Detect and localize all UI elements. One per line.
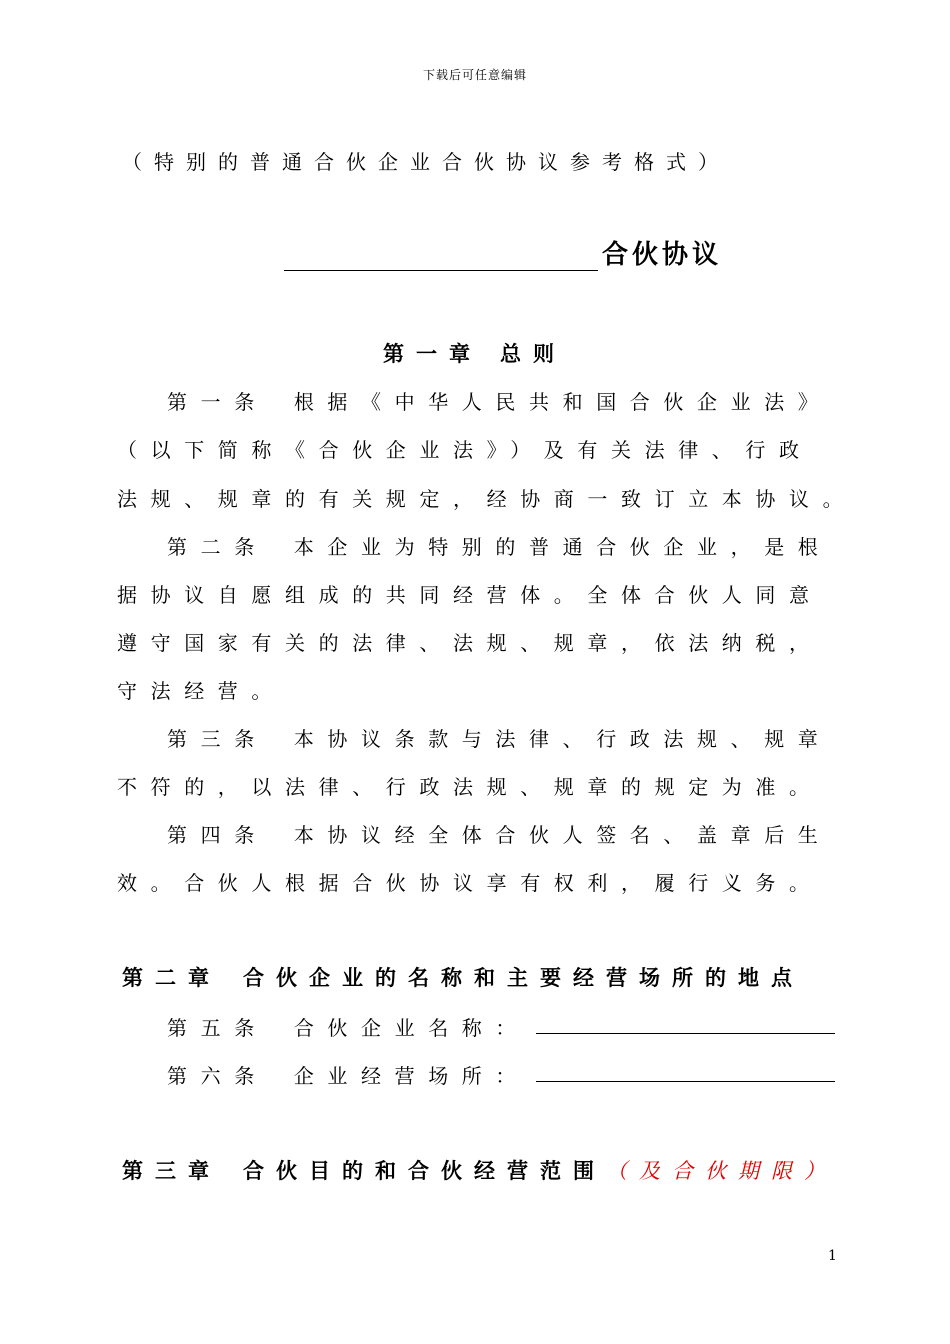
title-blank-line xyxy=(284,240,598,271)
article-2-line-3: 遵守国家有关的法律、法规、规章，依法纳税， xyxy=(117,631,823,655)
chapter3-number: 第三章 xyxy=(122,1159,221,1183)
article-6-label: 企业经营场所： xyxy=(293,1064,530,1088)
article-6-number: 第六条 xyxy=(167,1064,268,1088)
article-3-line xyxy=(167,723,831,752)
article-5-label: 合伙企业名称： xyxy=(293,1016,530,1040)
article-2-text: 本企业为特别的普通合伙企业，是根 xyxy=(293,535,832,559)
article-6-row xyxy=(167,1060,529,1089)
article-3-text: 本协议条款与法律、行政法规、规章 xyxy=(293,727,832,751)
article-1-line-3: 法规、规章的有关规定，经协商一致订立本协议。 xyxy=(117,487,857,511)
article-1-text: 根据《中华人民共和国合伙企业法》 xyxy=(293,390,832,414)
article-1-line-2: （以下简称《合伙企业法》）及有关法律、行政 xyxy=(117,438,813,462)
chapter3-term-note: （及合伙期限） xyxy=(606,1159,837,1183)
article-4-text: 本协议经全体合伙人签名、盖章后生 xyxy=(293,823,832,847)
chapter3-title: 合伙目的和合伙经营范围 xyxy=(243,1159,606,1183)
business-premises-field[interactable] xyxy=(536,1081,835,1082)
article-5-row xyxy=(167,1012,529,1041)
article-4-line xyxy=(167,819,831,848)
chapter3-heading xyxy=(122,1155,837,1185)
chapter2-title: 合伙企业的名称和主要经营场所的地点 xyxy=(243,966,804,990)
reference-format-note: （特别的普通合伙企业合伙协议参考格式） xyxy=(122,150,730,174)
article-1-number: 第一条 xyxy=(167,390,268,414)
document-title: 合伙协议 xyxy=(602,240,723,270)
article-2-line-4: 守法经营。 xyxy=(117,679,285,703)
page-number: 1 xyxy=(828,1248,837,1264)
article-1-line xyxy=(167,386,831,415)
article-3-number: 第三条 xyxy=(167,727,268,751)
article-4-number: 第四条 xyxy=(167,823,268,847)
article-4-line-2: 效。合伙人根据合伙协议享有权利，履行义务。 xyxy=(117,871,823,895)
chapter1-title: 总则 xyxy=(500,342,566,366)
article-3-line-2: 不符的，以法律、行政法规、规章的规定为准。 xyxy=(117,775,823,799)
article-2-line-2: 据协议自愿组成的共同经营体。全体合伙人同意 xyxy=(117,583,823,607)
chapter1-number: 第一章 xyxy=(383,342,482,366)
document-title-row xyxy=(284,234,722,271)
article-5-number: 第五条 xyxy=(167,1016,268,1040)
article-2-number: 第二条 xyxy=(167,535,268,559)
chapter2-heading xyxy=(122,962,804,992)
article-2-line xyxy=(167,531,831,560)
chapter1-heading xyxy=(383,338,566,368)
page-header-note: 下载后可任意编辑 xyxy=(422,68,527,82)
enterprise-name-field[interactable] xyxy=(536,1033,835,1034)
chapter2-number: 第二章 xyxy=(122,966,221,990)
